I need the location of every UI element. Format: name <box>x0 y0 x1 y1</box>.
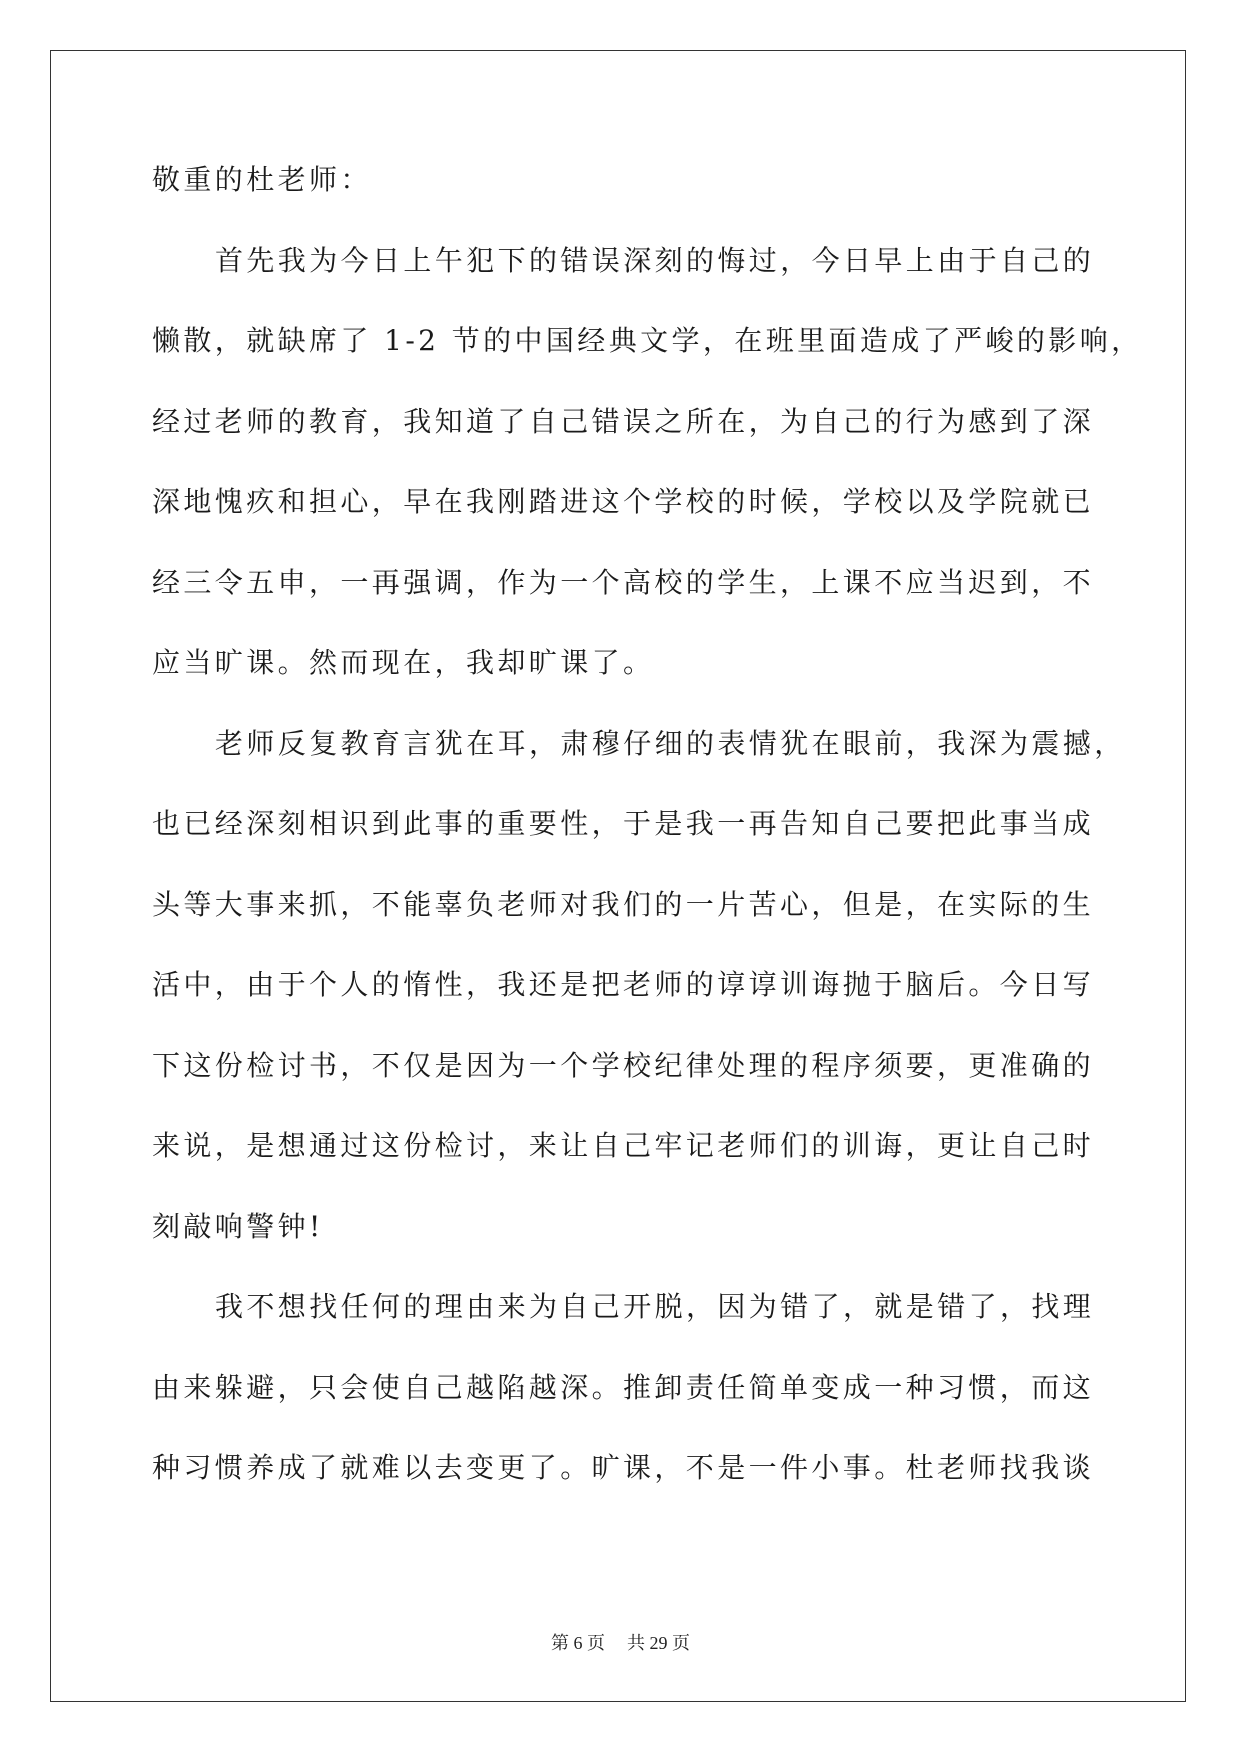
paragraph-1-line-5: 经三令五申，一再强调，作为一个高校的学生，上课不应当迟到，不 <box>152 565 1095 599</box>
paragraph-2-line-1: 老师反复教育言犹在耳，肃穆仔细的表情犹在眼前，我深为震撼， <box>215 726 1126 760</box>
page-footer <box>0 1632 1241 1654</box>
paragraph-1-line-2: 懒散，就缺席了 1-2 节的中国经典文学，在班里面造成了严峻的影响， <box>152 324 1143 357</box>
paragraph-2-line-6: 来说，是想通过这份检讨，来让自己牢记老师们的训诲，更让自己时 <box>152 1129 1095 1162</box>
page-number: 第 6 页 <box>551 1633 605 1653</box>
paragraph-2-line-3: 头等大事来抓，不能辜负老师对我们的一片苦心，但是，在实际的生 <box>152 887 1095 921</box>
paragraph-2-line-7: 刻敲响警钟! <box>152 1209 324 1243</box>
letter-greeting: 敬重的杜老师： <box>152 163 372 196</box>
paragraph-3-line-1: 我不想找任何的理由来为自己开脱，因为错了，就是错了，找理 <box>215 1290 1095 1323</box>
paragraph-1-line-1: 首先我为今日上午犯下的错误深刻的悔过，今日早上由于自己的 <box>215 243 1095 277</box>
page-total: 共 29 页 <box>627 1633 690 1653</box>
paragraph-1-line-6: 应当旷课。然而现在，我却旷课了。 <box>152 646 655 679</box>
paragraph-3-line-3: 种习惯养成了就难以去变更了。旷课，不是一件小事。杜老师找我谈 <box>152 1451 1095 1484</box>
paragraph-2-line-5: 下这份检讨书，不仅是因为一个学校纪律处理的程序须要，更准确的 <box>152 1048 1095 1082</box>
paragraph-1-line-3: 经过老师的教育，我知道了自己错误之所在，为自己的行为感到了深 <box>152 404 1095 438</box>
paragraph-1-line-4: 深地愧疚和担心，早在我刚踏进这个学校的时候，学校以及学院就已 <box>152 485 1095 518</box>
letter-body <box>152 163 1143 1533</box>
paragraph-3-line-2: 由来躲避，只会使自己越陷越深。推卸责任简单变成一种习惯，而这 <box>152 1370 1095 1404</box>
paragraph-2-line-4: 活中，由于个人的惰性，我还是把老师的谆谆训诲抛于脑后。今日写 <box>152 968 1095 1001</box>
paragraph-2-line-2: 也已经深刻相识到此事的重要性，于是我一再告知自己要把此事当成 <box>152 807 1095 840</box>
